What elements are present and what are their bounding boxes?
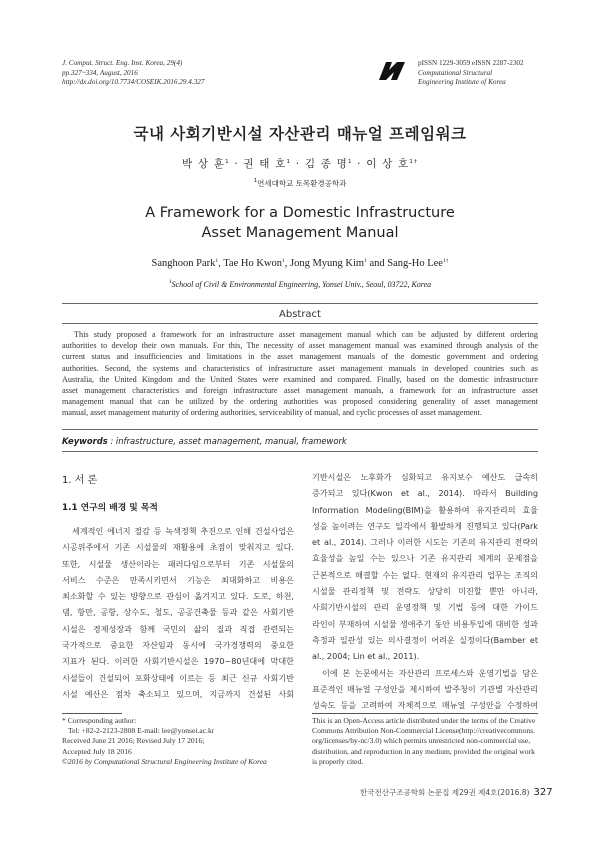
body-line: Information Modeling(BIM)을 활용하여 유지관리의 효율	[312, 504, 538, 515]
abstract-line: asset management characteristics and foreign infrastructure asset management manuals, a framework for an infrastructure asset	[62, 386, 538, 396]
page-footer	[360, 787, 553, 798]
body-line: 증가되고 있다(Kwon et al., 2014). 따라서 Building	[312, 488, 538, 499]
keywords	[62, 436, 538, 446]
body-line: 성숙도 등을 고려하여 자체적으로 매뉴얼 구성안을 수정하여	[312, 700, 538, 711]
abstract-top-rule	[62, 303, 538, 304]
body-line: 최소화할 수 있는 방향으로 관심이 옮겨지고 있다. 도로, 하천,	[62, 591, 294, 602]
corresponding-author-footnote	[62, 716, 267, 767]
authors-korean: 박 상 훈$^1$ · 권 태 호$^1$ · 김 종 명$^1$ · 이 상 호$^{1\dagger}$	[181, 158, 419, 170]
keywords-rule	[62, 451, 538, 452]
body-line: 효율성을 높일 수는 있으나 기존 유지관리 체계의 문제점을	[312, 553, 538, 564]
body-line: 댐, 항만, 공항, 상수도, 철도, 공공건축물 등과 같은 사회기반	[62, 607, 294, 618]
footnote-contact: Tel: +82-2-2123-2808 E-mail: lee@yonsei.ac.kr	[68, 726, 215, 736]
body-line: 시설 예산은 점차 축소되고 있으며, 지금까지 건설된 사회	[62, 688, 294, 699]
author-en-3: Jong Myung Kim	[289, 258, 365, 269]
affiliation-kr-sup: 1	[253, 178, 258, 184]
abstract-line: Australia, the United Kingdom and the United States were examined and compared. Finally, based on the domestic infrastructure	[62, 374, 538, 384]
abstract-line: manual, asset management maturity of ordering authorities, serviceability of manual, and cyclic processes of asset management.	[62, 408, 482, 418]
footnote-line: * Corresponding author:	[62, 716, 137, 725]
body-line: 시공위주에서 기존 시설물의 재활용에 초점이 맞춰지고 있다.	[62, 542, 294, 553]
abstract-line: management manual that can be utilized by the ordering authorities was proposed considering generality of asset management	[62, 397, 538, 407]
footnote-line: Commons Attribution Non-Commercial License(http://creativecommons.	[312, 726, 536, 736]
author-kr-4: 이 상 호	[366, 158, 410, 170]
abstract-line: This study proposed a framework for an infrastructure asset management manual which can be adjusted by different ordering	[74, 330, 538, 339]
footnote-line: Accepted July 18 2016	[62, 746, 132, 756]
affiliation-kr-text: 연세대학교 토목환경공학과	[257, 179, 347, 188]
abstract-heading: Abstract	[279, 309, 321, 320]
author-en-2: Tae Ho Kwon	[223, 258, 282, 269]
body-column-right	[312, 469, 538, 713]
author-kr-3-sup: 1	[347, 159, 353, 165]
header-society-1: Computational Structural	[418, 68, 493, 77]
author-kr-4-sup: 1†	[409, 159, 419, 165]
author-en-4-sup: 1†	[442, 258, 449, 264]
affiliation-english	[0, 280, 600, 289]
journal-header-left	[62, 59, 204, 88]
abstract-line: authorities to develop their own manuals. For this, The necessity of asset management manual was examined through analysis of the	[62, 341, 538, 351]
footnote-line: is properly cited.	[312, 756, 364, 766]
header-pages: pp.327~334, August, 2016	[62, 68, 138, 77]
journal-header-right	[418, 59, 524, 88]
abstract-bottom-rule	[62, 429, 538, 430]
body-line: 지표가 된다. 이러한 사회기반시설은 1970~80년대에 막대한	[62, 656, 294, 667]
body-column-left	[62, 523, 294, 702]
paper-title-english	[0, 203, 600, 243]
body-line: 국가적으로 중요한 자산임과 동시에 국가경쟁력의 중요한	[62, 640, 294, 651]
author-kr-1-sup: 1	[225, 159, 230, 165]
abstract-body	[62, 329, 538, 419]
keywords-label: Keywords	[62, 436, 108, 446]
body-line: 서비스 수준은 만족시키면서 기능은 최대화하고 비용은	[62, 574, 294, 585]
body-line: 근본적으로 해결할 수는 없다. 현재의 유지관리 업무는 조직의	[312, 569, 538, 580]
footer-journal: 한국전산구조공학회 논문집 제29권 제4호(2016.8)	[360, 788, 530, 797]
footnote-line: distribution, and reproduction in any medium, provided the original work	[312, 746, 535, 756]
coseik-logo-icon	[377, 60, 407, 82]
header-society-2: Engineering Institute of Korea	[418, 78, 506, 87]
body-line: 이에 본 논문에서는 자산관리 프로세스와 운영기법을 담은	[322, 667, 538, 678]
author-kr-2-sup: 1	[286, 159, 292, 165]
abstract-line: current status and insufficiencies and limitations in the asset management manuals of the domestic government and ordering	[62, 352, 538, 362]
body-line: et al., 2014). 그러나 이러한 시도는 기존의 유지관리 전략의	[312, 537, 538, 548]
footnote-rule-right	[312, 713, 538, 714]
body-line: 기반시설은 노후화가 심화되고 유지보수 예산도 급속히	[312, 472, 538, 482]
body-line: 사회기반시설의 관리 운영정책 및 기법 등에 대한 가이드	[312, 602, 538, 613]
section-heading-introduction: 1. 서 론	[62, 475, 98, 486]
affiliation-korean	[0, 178, 600, 189]
abstract-line: authorities. Second, the systems and characteristics of infrastructure asset management manuals in developed countries such as	[62, 363, 538, 373]
author-en-3-sup: 1	[364, 258, 367, 264]
author-en-1: Sanghoon Park	[151, 258, 216, 269]
footnote-copyright: ©2016 by Computational Structural Engineering Institute of Korea	[62, 756, 267, 766]
subsection-heading-background: 1.1 연구의 배경 및 목적	[62, 503, 158, 513]
footnote-line: This is an Open-Access article distributed under the terms of the Creative	[312, 716, 536, 725]
title-en-line-2: Asset Management Manual	[201, 225, 399, 241]
page-number: 327	[533, 787, 553, 798]
title-en-line-1: A Framework for a Domestic Infrastructure	[145, 205, 455, 221]
keywords-text: : infrastructure, asset management, manual, framework	[107, 436, 347, 446]
author-kr-2: 권 태 호	[243, 158, 287, 170]
author-en-4: Sang-Ho Lee	[387, 258, 443, 269]
body-line: 표준적인 매뉴얼 구성안을 제시하여 발주청이 기관별 자산관리	[312, 683, 538, 694]
affiliation-en-sup: 1	[168, 279, 172, 285]
body-line: 세계적인 에너지 절감 등 녹색정책 추진으로 인해 건설사업은	[72, 526, 294, 536]
body-line: 또한, 시설물 생산이라는 패러다임으로부터 기존 시설물의	[62, 558, 294, 569]
body-line: 성을 높이려는 연구도 일각에서 활발하게 진행되고 있다(Park	[312, 520, 538, 531]
header-citation: J. Comput. Struct. Eng. Inst. Korea, 29(4)	[62, 59, 183, 67]
footnote-rule-left	[62, 713, 122, 714]
author-en-1-sup: 1	[215, 258, 219, 264]
footnote-line: Received June 21 2016; Revised July 17 2016;	[62, 736, 205, 746]
author-kr-1: 박 상 훈	[181, 158, 226, 170]
footnote-line: org/licenses/by-nc/3.0) which permits unrestricted non-commercial use,	[312, 736, 531, 746]
open-access-footnote	[312, 716, 535, 767]
body-line: 측정과 일관성 있는 의사결정이 어려운 실정이다(Bamber et	[312, 634, 538, 645]
paper-title-korean: 국내 사회기반시설 자산관리 매뉴얼 프레임워크	[133, 125, 467, 143]
author-en-2-sup: 1	[281, 258, 285, 264]
authors-english: Sanghoon Park$^1$, Tae Ho Kwon$^1$, Jong Myung Kim$^1$ and Sang-Ho Lee$^{1\dagger}$	[151, 258, 449, 269]
header-issn: pISSN 1229-3059 eISSN 2287-2302	[418, 59, 524, 67]
body-line: 시설들이 건설되어 포화상태에 이르는 등 최근 신규 사회기반	[62, 672, 294, 683]
abstract-heading-rule	[62, 323, 538, 324]
body-line: al., 2004; Lin et al., 2011).	[312, 651, 420, 662]
body-line: 시설물 관리정책 및 전략도 상당히 미진할 뿐만 아니라,	[312, 586, 538, 597]
author-kr-3: 김 종 명	[304, 158, 348, 170]
body-line: 라인이 부재하여 시설물 생애주기 동안 비용투입에 대비한 성과	[312, 618, 538, 629]
header-doi-link[interactable]: http://dx.doi.org/10.7734/COSEIK.2016.29.4.327	[62, 78, 205, 87]
body-line: 시설은 경제성장과 함께 국민의 삶의 질과 직접 관련되는	[62, 623, 294, 634]
affiliation-en-text: School of Civil & Environmental Engineering, Yonsei Univ., Seoul, 03722, Korea	[171, 280, 432, 289]
